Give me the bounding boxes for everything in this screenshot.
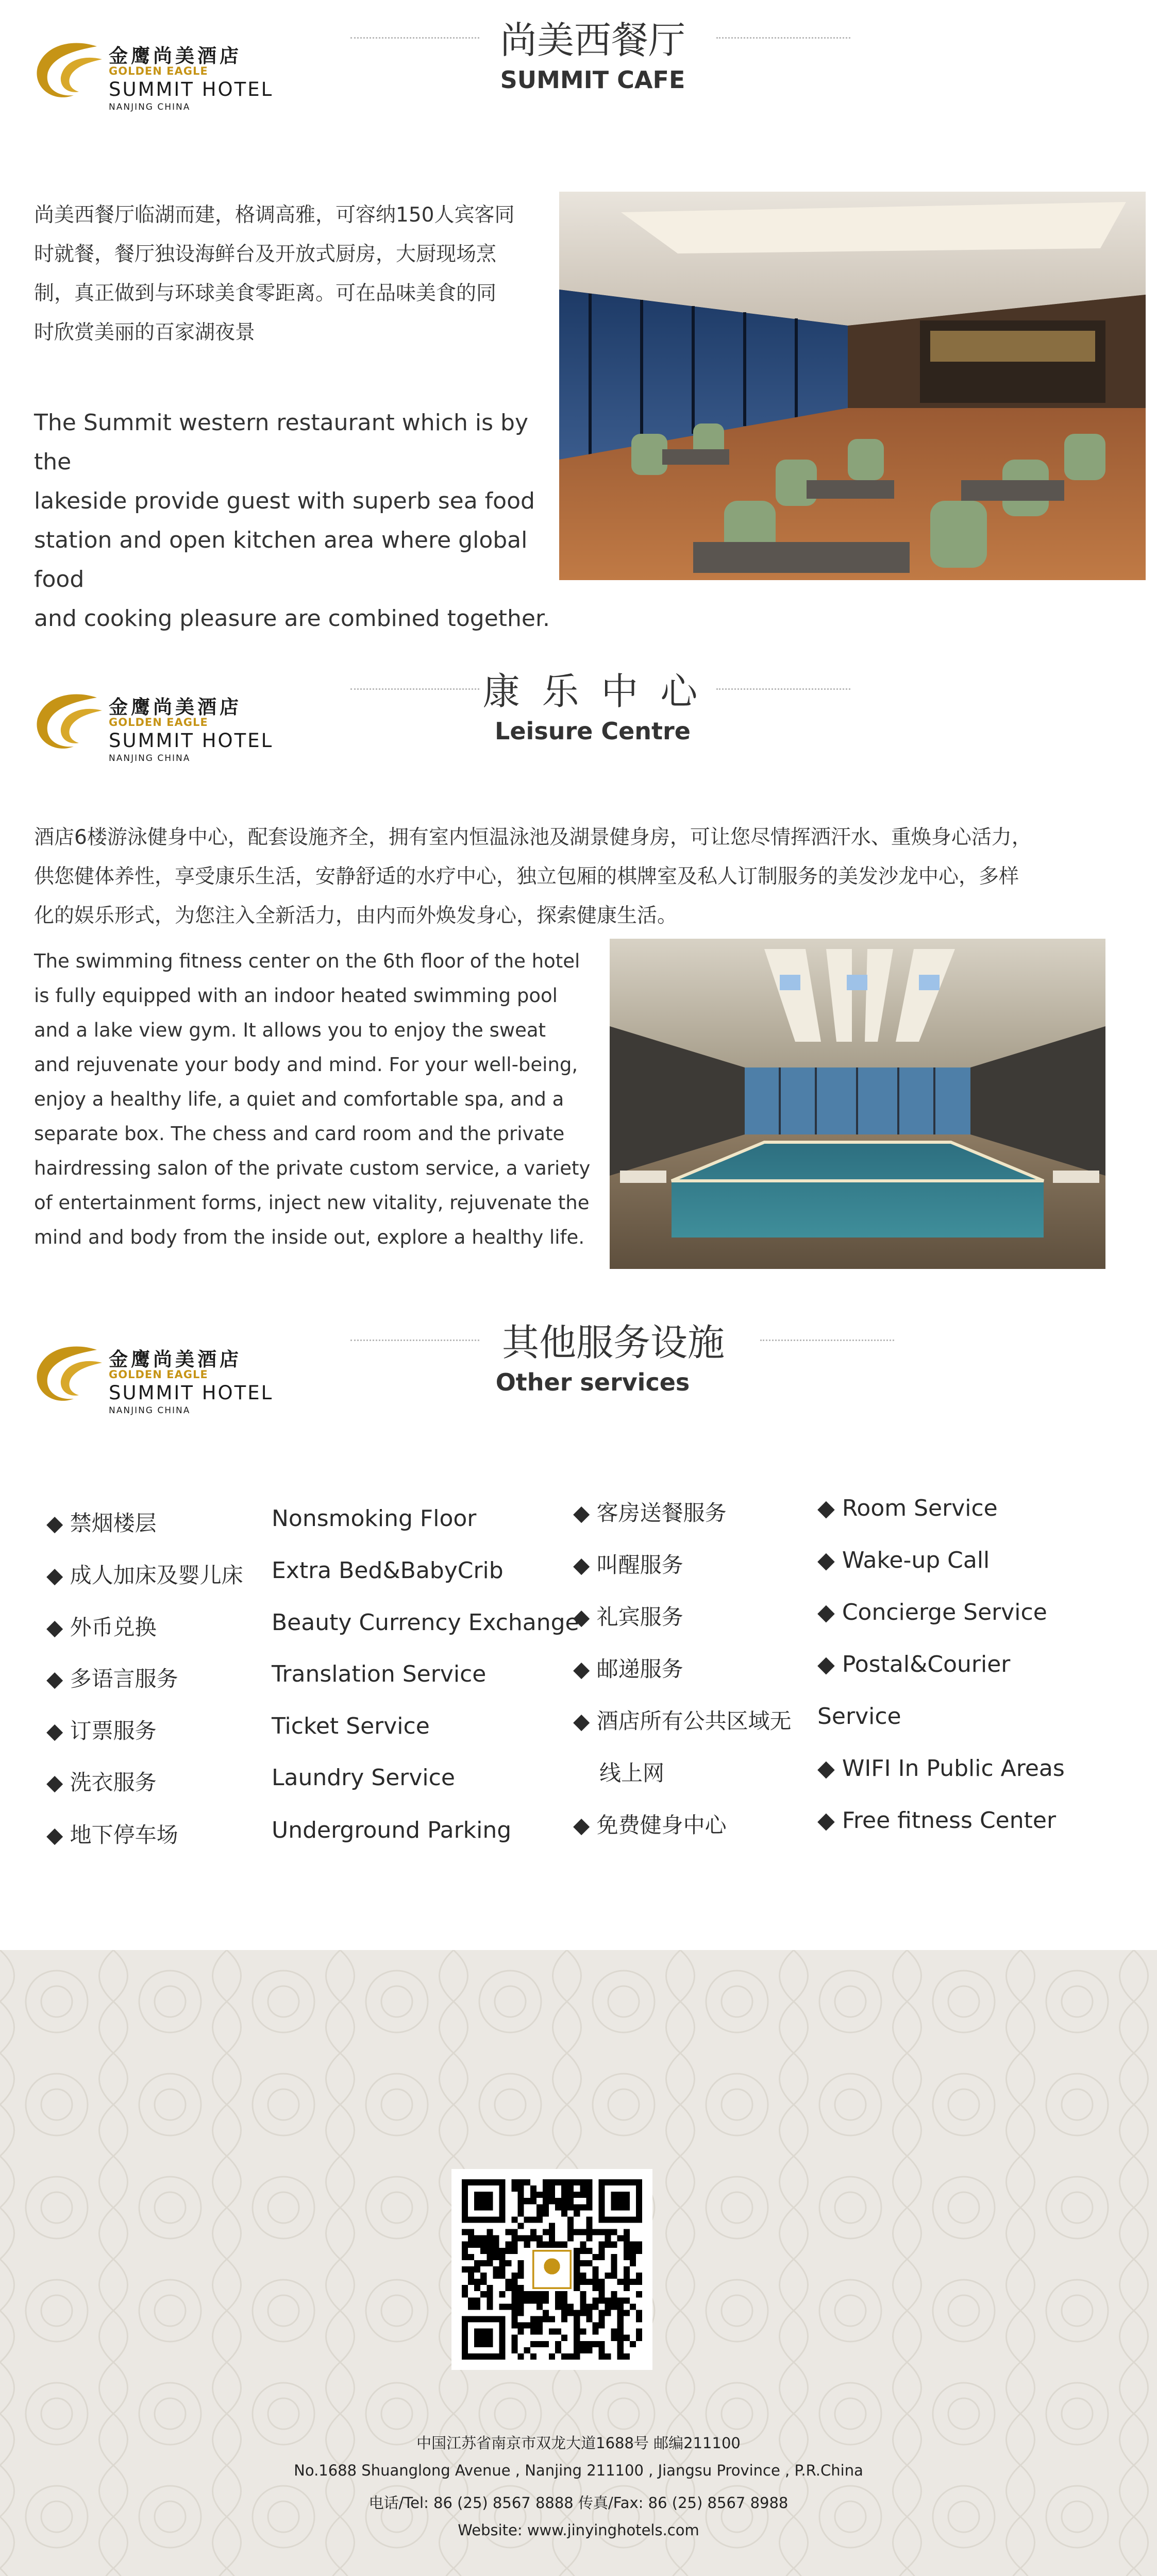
cafe-description-zh [34, 196, 560, 352]
service-item-en: Nonsmoking Floor [272, 1505, 477, 1532]
hotel-logo [25, 31, 274, 112]
golden-eagle-logo-icon [25, 1334, 107, 1412]
logo-city: NANJING CHINA [109, 753, 191, 764]
footer-address-en: No.1688 Shuanglong Avenue , Nanjing 211100 , Jiangsu Province , P.R.China [294, 2462, 863, 2479]
service-item-en: ◆ Concierge Service [817, 1599, 1047, 1625]
logo-hotel-name: SUMMIT HOTEL [109, 730, 274, 752]
text-line: 化的娱乐形式，为您注入全新活力，由内而外焕发身心，探索健康生活。 [34, 904, 678, 927]
logo-city: NANJING CHINA [109, 102, 191, 112]
text-line: and cooking pleasure are combined together. [34, 605, 550, 632]
section-title-zh: 尚美西餐厅 [499, 19, 685, 62]
hotel-logo [25, 1334, 274, 1416]
service-item-zh: ◆ 洗衣服务 [46, 1770, 157, 1795]
logo-chinese-name: 金鹰尚美酒店 [109, 1348, 242, 1370]
leisure-description-zh [34, 818, 1147, 936]
leisure-description-en [34, 944, 622, 1255]
text-line: and rejuvenate your body and mind. For your well-being, [34, 1054, 578, 1076]
section-title-zh: 康 乐 中 心 [482, 670, 703, 713]
footer [0, 1950, 1157, 2576]
service-item-zh: ◆ 免费健身中心 [573, 1812, 727, 1838]
service-item-en: ◆ Postal&Courier [817, 1651, 1011, 1677]
title-divider-left [350, 37, 479, 39]
logo-brand: GOLDEN EAGLE [109, 65, 208, 77]
cafe-description-en [34, 403, 565, 638]
logo-brand: GOLDEN EAGLE [109, 1368, 208, 1381]
text-line: 时欣赏美丽的百家湖夜景 [34, 321, 256, 344]
service-item-zh: ◆ 礼宾服务 [573, 1604, 683, 1630]
text-line: The Summit western restaurant which is by the [34, 410, 528, 475]
text-line: and a lake view gym. It allows you to enjoy the sweat [34, 1019, 546, 1041]
service-item-en: Ticket Service [272, 1713, 430, 1739]
text-line: mind and body from the inside out, explore a healthy life. [34, 1226, 585, 1248]
text-line: The swimming fitness center on the 6th floor of the hotel [34, 950, 580, 972]
service-item-en: Laundry Service [272, 1765, 455, 1791]
swimming-pool-photo [610, 939, 1105, 1269]
hotel-logo [25, 682, 274, 764]
section-title-en: Leisure Centre [495, 717, 691, 745]
service-item-zh: ◆ 订票服务 [46, 1718, 157, 1743]
logo-hotel-name: SUMMIT HOTEL [109, 1382, 274, 1404]
footer-tel-fax: 电话/Tel: 86 (25) 8567 8888 传真/Fax: 86 (25) 8567 8988 [368, 2494, 789, 2512]
section-title-en: SUMMIT CAFE [500, 66, 685, 94]
logo-chinese-name: 金鹰尚美酒店 [109, 45, 242, 67]
text-line: lakeside provide guest with superb sea food [34, 488, 535, 514]
text-line: is fully equipped with an indoor heated swimming pool [34, 985, 558, 1007]
title-divider-left [350, 688, 479, 690]
title-divider-left [350, 1340, 479, 1341]
service-item-zh: ◆ 叫醒服务 [573, 1552, 683, 1578]
text-line: hairdressing salon of the private custom service, a variety [34, 1157, 591, 1179]
logo-chinese-name: 金鹰尚美酒店 [109, 696, 242, 718]
title-divider-right [716, 37, 850, 39]
text-line: enjoy a healthy life, a quiet and comfortable spa, and a [34, 1088, 564, 1110]
service-item-zh: 线上网 [599, 1760, 665, 1786]
service-item-en: Beauty Currency Exchange [272, 1609, 579, 1636]
restaurant-photo [559, 192, 1146, 580]
service-item-en: ◆ Free fitness Center [817, 1807, 1057, 1834]
service-item-zh: ◆ 邮递服务 [573, 1656, 683, 1682]
text-line: 尚美西餐厅临湖而建，格调高雅，可容纳150人宾客同 [34, 204, 515, 227]
service-item-en: Translation Service [272, 1661, 487, 1687]
text-line: 供您健体养性，享受康乐生活，安静舒适的水疗中心，独立包厢的棋牌室及私人订制服务的美发沙龙中心，多样 [34, 865, 1019, 888]
service-item-en: ◆ Wake-up Call [817, 1547, 990, 1573]
qr-code [451, 2169, 652, 2370]
section-title-en: Other services [495, 1368, 690, 1396]
text-line: 酒店6楼游泳健身中心，配套设施齐全，拥有室内恒温泳池及湖景健身房，可让您尽情挥洒汗水、重焕身心活力， [34, 826, 1032, 849]
footer-website: Website: www.jinyinghotels.com [458, 2521, 699, 2539]
logo-brand: GOLDEN EAGLE [109, 716, 208, 728]
service-item-zh: ◆ 多语言服务 [46, 1666, 178, 1691]
section-title-zh: 其他服务设施 [501, 1321, 725, 1364]
text-line: station and open kitchen area where global food [34, 527, 528, 592]
service-item-zh: ◆ 客房送餐服务 [573, 1500, 727, 1526]
service-item-zh: ◆ 禁烟楼层 [46, 1511, 157, 1536]
title-divider-right [716, 688, 850, 690]
service-item-zh: ◆ 成人加床及婴儿床 [46, 1563, 243, 1588]
text-line: 制，真正做到与环球美食零距离。可在品味美食的同 [34, 282, 497, 305]
service-item-en: Extra Bed&BabyCrib [272, 1557, 504, 1584]
text-line: of entertainment forms, inject new vitality, rejuvenate the [34, 1192, 590, 1214]
service-item-en: ◆ WIFI In Public Areas [817, 1755, 1065, 1782]
golden-eagle-logo-icon [25, 31, 107, 108]
logo-city: NANJING CHINA [109, 1405, 191, 1416]
service-item-en: Underground Parking [272, 1817, 512, 1843]
service-item-zh: ◆ 地下停车场 [46, 1822, 178, 1848]
text-line: 时就餐，餐厅独设海鲜台及开放式厨房，大厨现场烹 [34, 243, 497, 266]
logo-hotel-name: SUMMIT HOTEL [109, 78, 274, 100]
service-item-en: ◆ Room Service [817, 1495, 998, 1521]
service-item-zh: ◆ 外币兑换 [46, 1615, 157, 1640]
service-item-zh: ◆ 酒店所有公共区域无 [573, 1708, 792, 1734]
service-item-en: Service [817, 1703, 901, 1730]
title-divider-right [760, 1340, 894, 1341]
text-line: separate box. The chess and card room and the private [34, 1123, 565, 1145]
golden-eagle-logo-icon [25, 682, 107, 759]
footer-address-zh: 中国江苏省南京市双龙大道1688号 邮编211100 [416, 2434, 741, 2452]
